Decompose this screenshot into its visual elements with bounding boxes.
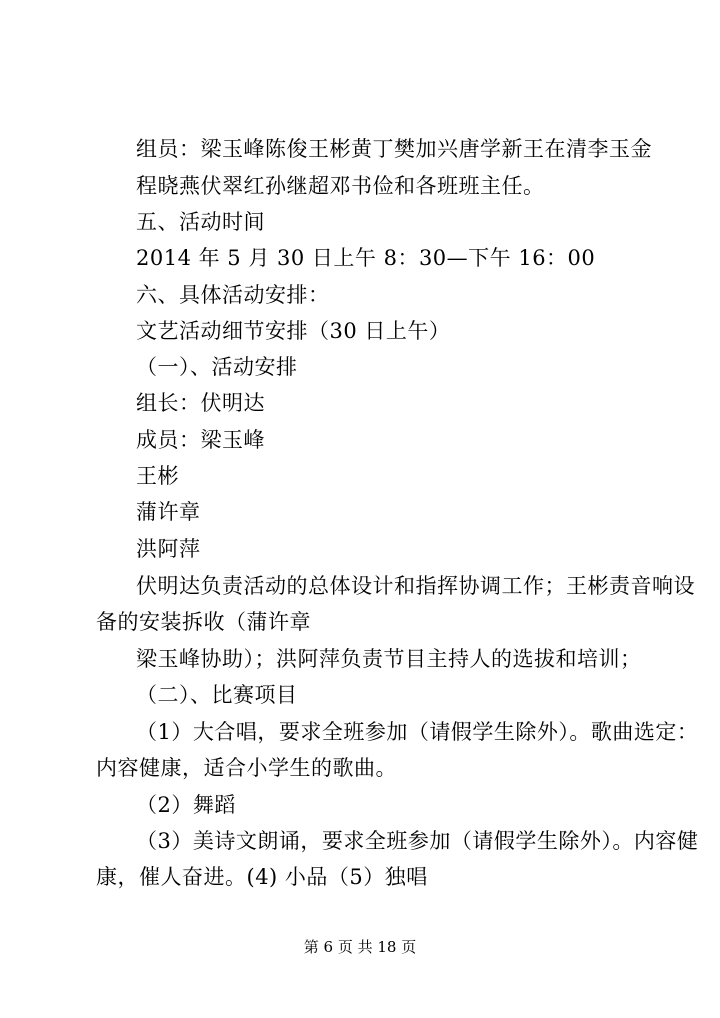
text-line: （3）美诗文朗诵，要求全班参加（请假学生除外）。内容健 [136,829,699,853]
text-line: （1）大合唱，要求全班参加（请假学生除外）。歌曲选定： [136,720,699,744]
text-line: 程晓燕伏翠红孙继超邓书俭和各班班主任。 [136,174,545,198]
subsection-heading: （二）、比赛项目 [136,683,298,707]
text-line: 组长：伏明达 [136,391,265,415]
text-line: 2014 年 5 月 30 日上午 8：30—下午 16：00 [136,246,596,270]
text-line: 内容健康，适合小学生的歌曲。 [96,756,397,780]
text-line: 备的安装拆收（蒲许章 [96,610,311,634]
text-line: 组员：梁玉峰陈俊王彬黄丁樊加兴唐学新王在清李玉金 [136,137,652,161]
subsection-heading: （一）、活动安排 [136,355,298,379]
text-line: 康，催人奋进。(4) 小品（5）独唱 [96,865,428,889]
section-heading: 五、活动时间 [136,210,265,234]
text-line: 洪阿萍 [136,537,201,561]
text-line: 伏明达负责活动的总体设计和指挥协调工作；王彬责音响设 [136,574,695,598]
section-heading: 六、具体活动安排： [136,283,330,307]
text-line: 文艺活动细节安排（30 日上午） [136,319,451,343]
text-line: 梁玉峰协助）；洪阿萍负责节目主持人的选拔和培训； [136,647,642,671]
text-line: 成员：梁玉峰 [136,428,265,452]
text-line: （2）舞蹈 [136,793,236,817]
text-line: 蒲许章 [136,500,201,524]
text-line: 王彬 [136,464,179,488]
page-footer: 第 6 页 共 18 页 [303,938,417,956]
